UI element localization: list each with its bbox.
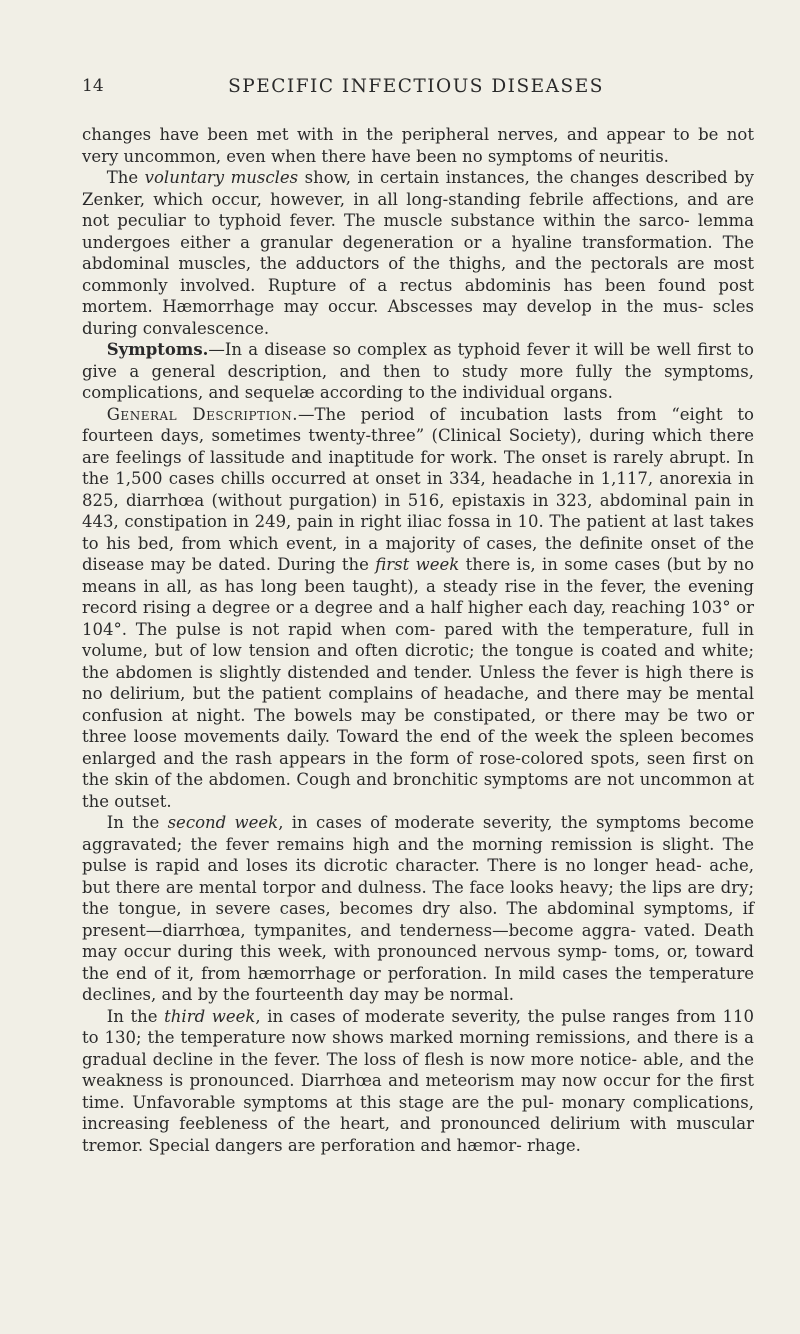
paragraph-text: In the [106,813,168,832]
paragraph-text: —In a disease so complex as typhoid fever it will be well first to give a general description, and then to study more fully the symptoms, complications, and sequelæ according to the individual organs. [82,340,754,402]
section-heading-general-description: General Description. [106,404,298,424]
paragraph-voluntary-muscles [82,167,754,339]
paragraph-text: there is, in some cases (but by no means in all, as has long been taught), a steady rise in the fever, the evening record rising a degree or a degree and a half higher each day, reaching 103° or 104°. The pulse is not rapid when com- pared with the temperature, full in volume, but of low tension and often dicrotic; the tongue is coated and white; the abdomen is slightly distended and tender. Unless the fever is high there is no delirium, but the patient complains of headache, and there may be mental confusion at night. The bowels may be constipated, or there may be two or three loose movements daily. Toward the end of the week the spleen becomes enlarged and the rash appears in the form of rose-colored spots, seen first on the skin of the abdomen. Cough and bronchitic symptoms are not uncommon at the outset. [82,555,755,811]
paragraph-text: changes have been met with in the peripheral nerves, and appear to be not very uncommon, even when there have been no symptoms of neuritis. [82,125,754,166]
paragraph-text: show, in certain instances, the changes described by Zenker, which occur, however, in all long-standing febrile affections, and are not peculiar to typhoid fever. The muscle substance within the sarco- lemma undergoes either a granular degeneration or a hyaline transformation. The abdominal muscles, the adductors of the thighs, and the pectorals are most commonly involved. Rupture of a rectus abdominis has been found post mortem. Hæmorrhage may occur. Abscesses may develop in the mus- scles during convalescence. [82,168,754,338]
paragraph-general-description [82,404,754,813]
paragraph-third-week [82,1006,754,1157]
paragraph-text: The [106,168,145,187]
italic-term: first week [375,555,460,574]
paragraph-text: In the [106,1006,165,1026]
paragraph-second-week [82,812,754,1006]
italic-term: voluntary muscles [144,168,299,187]
paragraph-peripheral-nerves [82,124,754,167]
page-number: 14 [82,76,104,96]
paragraph-symptoms [82,339,754,404]
paragraph-text: —The period of incubation lasts from “eight to fourteen days, sometimes twenty-three” (Clinical Society), during which there are feelings of lassitude and inaptitude for work. The onset is rarely abrupt. In the 1,500 cases chills occurred at onset in 334, headache in 1,117, anorexia in 825, diarrhœa (without purgation) in 516, epistaxis in 323, abdominal pain in 443, constipation in 249, pain in right iliac fossa in 10. The patient at last takes to his bed, from which event, in a majority of cases, the definite onset of the disease may be dated. During the [82,404,754,574]
italic-term: third week [164,1006,256,1026]
section-heading-symptoms: Symptoms. [106,340,209,359]
italic-term: second week [167,813,279,832]
running-head: SPECIFIC INFECTIOUS DISEASES [228,76,604,97]
paragraph-text: , in cases of moderate severity, the pulse ranges from 110 to 130; the temperature now shows marked morning remissions, and there is a gradual decline in the fever. The loss of flesh is now more notice- able, and the weakness is pronounced. Diarrhœa and meteorism may now occur for the first time. Unfavorable symptoms at this stage are the pul- monary complications, increasing feebleness of the heart, and pronounced delirium with muscular tremor. Special dangers are perforation and hæmor- rhage. [82,1006,755,1155]
page-header [82,76,750,106]
body-text [82,124,754,1156]
paragraph-text: , in cases of moderate severity, the symptoms become aggravated; the fever remains high and the morning remission is slight. The pulse is rapid and loses its dicrotic character. There is no longer head- ache, but there are mental torpor and dulness. The face looks heavy; the lips are dry; the tongue, in severe cases, becomes dry also. The abdominal symptoms, if present—diarrhœa, tympanites, and tenderness—become aggra- vated. Death may occur during this week, with pronounced nervous symp- toms, or, toward the end of it, from hæmorrhage or perforation. In mild cases the temperature declines, and by the fourteenth day may be normal. [82,813,754,1004]
